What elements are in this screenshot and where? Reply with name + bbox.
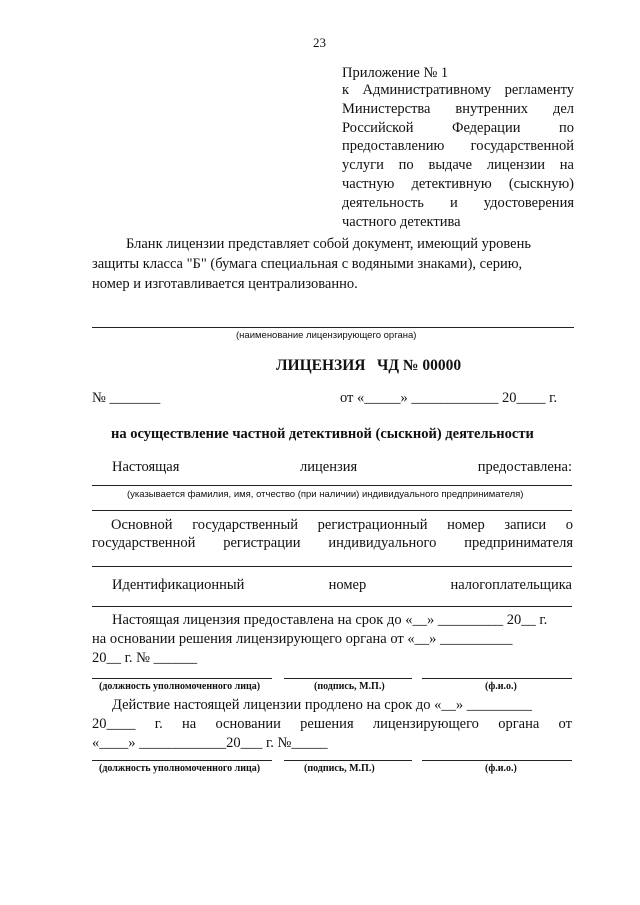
word: по <box>558 119 574 136</box>
word: Федерации <box>451 119 521 136</box>
sign-caption-signature-2: (подпись, М.П.) <box>304 763 375 774</box>
license-subject: на осуществление частной детективной (сыскной) деятельности <box>111 426 534 442</box>
sign-line-signature-2 <box>284 760 412 761</box>
appendix-title: Приложение № 1 <box>342 65 449 81</box>
appendix-line <box>342 157 574 176</box>
sign-line-fio-1 <box>422 678 572 679</box>
word: по <box>398 157 414 174</box>
word: индивидуального <box>328 535 437 551</box>
organ-name-line <box>92 327 574 328</box>
word: частного детектива <box>342 213 461 230</box>
term-line-1: Настоящая лицензия предоставлена на срок до «__» _________ 20__ г. <box>112 612 548 628</box>
word: на <box>181 716 197 732</box>
word: на <box>559 157 574 174</box>
word: лицензии <box>486 157 546 174</box>
word: номер <box>328 577 367 593</box>
ogrn-line-1 <box>111 517 573 534</box>
intro-line-1: Бланк лицензии представляет собой документ, имеющий уровень <box>126 236 531 252</box>
extension-line-3: «____» ____________20___ г. №_____ <box>92 735 328 751</box>
sign-line-fio-2 <box>422 760 572 761</box>
person-name-line <box>92 485 572 486</box>
word: органа <box>498 716 540 732</box>
term-line-3: 20__ г. № ______ <box>92 650 198 666</box>
sign-caption-position-1: (должность уполномоченного лица) <box>99 681 261 692</box>
word: лицензирующего <box>372 716 479 732</box>
intro-line-2: защиты класса "Б" (бумага специальная с водяными знаками), серию, <box>92 256 523 272</box>
inn-value-line <box>92 606 572 607</box>
sign-caption-position-2: (должность уполномоченного лица) <box>99 763 261 774</box>
word: номер <box>447 517 485 533</box>
granted-line <box>112 459 572 476</box>
word: Настоящая <box>112 459 180 475</box>
extension-line-2 <box>92 716 572 733</box>
intro-line-3: номер и изготавливается централизованно. <box>92 276 358 292</box>
appendix-line <box>342 120 574 139</box>
word: дел <box>552 100 574 117</box>
license-number: ЧД № 00000 <box>377 357 462 374</box>
word: 20____ <box>92 716 136 732</box>
word: основании <box>215 716 281 732</box>
ogrn-line-2 <box>92 535 573 552</box>
term-line-2: на основании решения лицензирующего органа от «__» __________ <box>92 631 513 647</box>
word: налогоплательщика <box>450 577 572 593</box>
word: (сыскную) <box>508 175 574 192</box>
license-title: ЛИЦЕНЗИЯ <box>276 357 366 374</box>
word: услуги <box>342 157 384 174</box>
license-date-field: от «_____» ____________ 20____ г. <box>340 390 558 406</box>
ogrn-value-line <box>92 566 572 567</box>
word: государственной <box>92 535 196 551</box>
word: Идентификационный <box>112 577 245 593</box>
word: от <box>558 716 572 732</box>
word: г. <box>154 716 163 732</box>
sign-line-position-2 <box>92 760 272 761</box>
word: государственный <box>192 517 299 533</box>
appendix-line <box>342 176 574 195</box>
appendix-line <box>342 214 574 233</box>
word: предоставлена: <box>477 459 572 475</box>
appendix-line <box>342 82 574 101</box>
word: Министерства <box>342 100 431 117</box>
word: к <box>342 82 350 98</box>
sign-caption-fio-2: (ф.и.о.) <box>485 763 517 774</box>
appendix-line <box>342 195 574 214</box>
word: деятельность <box>342 194 424 211</box>
appendix-line <box>342 101 574 120</box>
word: предоставлению <box>342 138 445 155</box>
sign-caption-signature-1: (подпись, М.П.) <box>314 681 385 692</box>
word: Российской <box>342 119 414 136</box>
sign-line-signature-1 <box>284 678 412 679</box>
appendix-text <box>342 82 574 232</box>
word: выдаче <box>428 157 473 174</box>
word: внутренних <box>455 100 529 117</box>
sign-caption-fio-1: (ф.и.о.) <box>485 681 517 692</box>
word: решения <box>300 716 354 732</box>
word: регистрационный <box>317 517 428 533</box>
sign-line-position-1 <box>92 678 272 679</box>
word: детективную <box>411 175 492 192</box>
word: о <box>565 517 573 533</box>
word: предпринимателя <box>464 535 573 551</box>
extension-line-1: Действие настоящей лицензии продлено на срок до «__» _________ <box>112 697 533 713</box>
license-no-field: № _______ <box>92 390 161 406</box>
person-extra-line <box>92 510 572 511</box>
word: государственной <box>470 138 574 155</box>
page-number: 23 <box>313 35 326 50</box>
word: и <box>449 194 458 211</box>
person-caption: (указывается фамилия, имя, отчество (при наличии) индивидуального предпринимателя) <box>127 489 524 500</box>
organ-caption: (наименование лицензирующего органа) <box>236 330 417 341</box>
word: регламенту <box>504 82 574 98</box>
inn-line <box>112 577 572 594</box>
word: записи <box>504 517 547 533</box>
word: частную <box>342 175 395 192</box>
word: удостоверения <box>483 194 574 211</box>
word: регистрации <box>223 535 301 551</box>
word: лицензия <box>300 459 358 475</box>
appendix-line <box>342 138 574 157</box>
word: Основной <box>111 517 173 533</box>
word: Административному <box>362 82 492 98</box>
